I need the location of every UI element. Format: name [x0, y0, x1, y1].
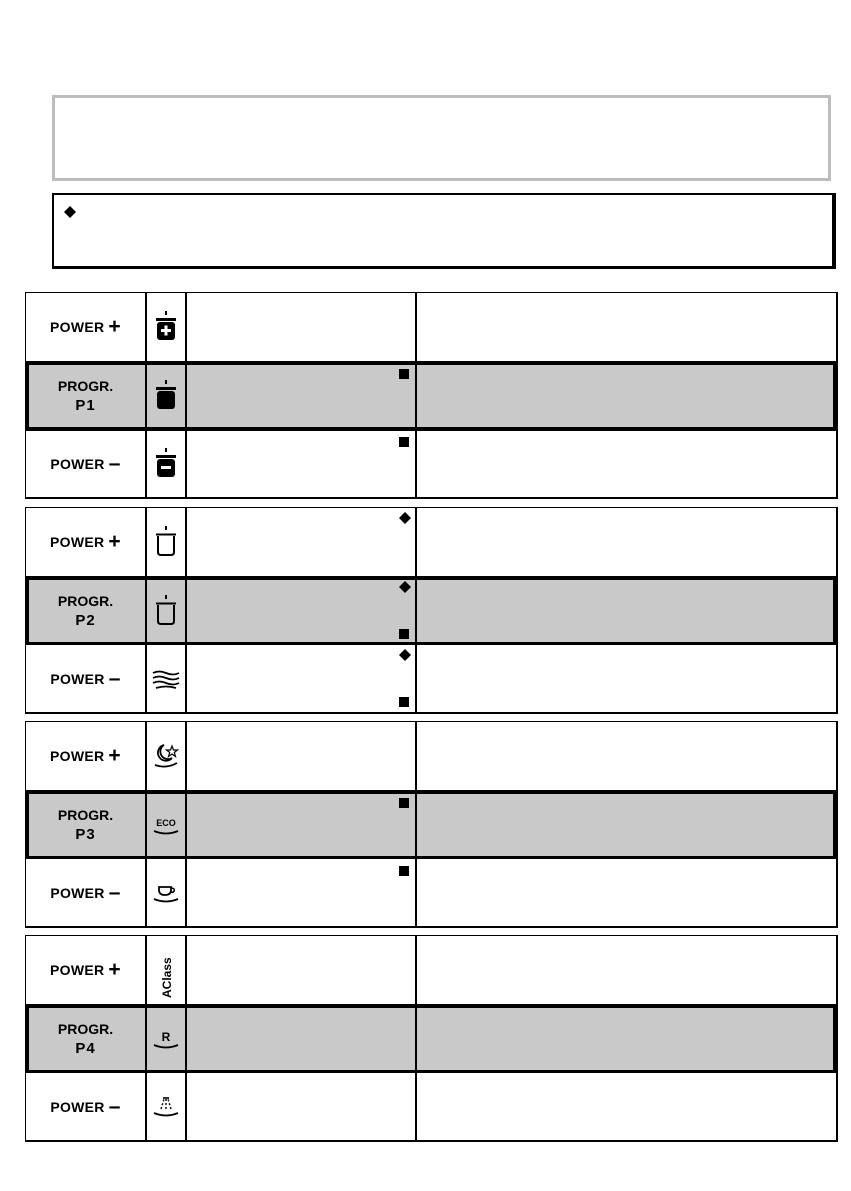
info-cell	[417, 859, 836, 927]
info-cell	[417, 1073, 836, 1141]
info-cell	[417, 791, 836, 859]
prewash-icon	[146, 1073, 185, 1141]
program-row	[26, 430, 836, 498]
description-cell	[187, 293, 415, 361]
svg-text:R: R	[161, 1030, 170, 1044]
description-cell	[187, 722, 415, 790]
progr-p3-label: PROGR. P3	[57, 807, 114, 843]
info-cell	[417, 936, 836, 1004]
program-row	[26, 936, 836, 1004]
program-group-p2	[25, 507, 838, 714]
pot-outline-icon	[146, 508, 185, 576]
square-marker-icon	[399, 369, 409, 379]
progr-p4-label: PROGR. P4	[57, 1021, 114, 1057]
description-cell	[187, 430, 415, 498]
diamond-icon	[64, 206, 76, 218]
description-cell	[187, 859, 415, 927]
program-row	[26, 722, 836, 790]
description-cell	[187, 1073, 415, 1141]
power-minus-label: POWER –	[50, 452, 121, 475]
info-cell	[417, 293, 836, 361]
pot-minus-filled-icon	[146, 430, 185, 498]
description-cell	[187, 1005, 415, 1073]
square-marker-icon	[399, 629, 409, 639]
info-cell	[417, 577, 836, 645]
program-row-selected	[26, 577, 836, 645]
program-group-p3	[25, 721, 838, 928]
info-cell	[417, 430, 836, 498]
cup-icon	[146, 859, 185, 927]
night-icon	[146, 722, 185, 790]
info-cell	[417, 508, 836, 576]
program-group-p4	[25, 935, 838, 1142]
program-row	[26, 645, 836, 713]
square-marker-icon	[399, 697, 409, 707]
program-row	[26, 293, 836, 361]
info-cell	[417, 362, 836, 430]
waves-icon	[146, 645, 185, 713]
power-minus-label: POWER –	[50, 881, 121, 904]
program-row-selected	[26, 1005, 836, 1073]
description-cell	[187, 362, 415, 430]
description-cell	[187, 645, 415, 713]
power-plus-label: POWER +	[50, 530, 121, 553]
a-class-icon	[146, 936, 185, 1004]
svg-text:ECO: ECO	[155, 818, 176, 828]
pot-plus-filled-icon	[146, 293, 185, 361]
diamond-marker-icon	[399, 512, 411, 524]
program-row	[26, 508, 836, 576]
pot-filled-icon	[146, 362, 185, 430]
program-group-p1	[25, 292, 838, 499]
power-minus-label: POWER –	[50, 667, 121, 690]
description-cell	[187, 577, 415, 645]
power-plus-label: POWER +	[50, 744, 121, 767]
program-row-selected	[26, 791, 836, 859]
pot-outline-icon	[146, 577, 185, 645]
program-row-selected	[26, 362, 836, 430]
diamond-marker-icon	[399, 581, 411, 593]
diamond-marker-icon	[399, 649, 411, 661]
eco-icon	[146, 791, 185, 859]
svg-text:AClass: AClass	[159, 957, 174, 998]
info-cell	[417, 1005, 836, 1073]
note-box	[52, 193, 836, 269]
progr-p2-label: PROGR. P2	[57, 593, 114, 629]
info-cell	[417, 722, 836, 790]
info-cell	[417, 645, 836, 713]
power-minus-label: POWER –	[50, 1095, 121, 1118]
power-plus-label: POWER +	[50, 958, 121, 981]
square-marker-icon	[399, 437, 409, 447]
power-plus-label: POWER +	[50, 315, 121, 338]
program-row	[26, 1073, 836, 1141]
description-cell	[187, 936, 415, 1004]
header-box	[52, 95, 831, 181]
square-marker-icon	[399, 866, 409, 876]
description-cell	[187, 791, 415, 859]
square-marker-icon	[399, 798, 409, 808]
program-row	[26, 859, 836, 927]
progr-p1-label: PROGR. P1	[57, 378, 114, 414]
rinse-icon	[146, 1005, 185, 1073]
description-cell	[187, 508, 415, 576]
